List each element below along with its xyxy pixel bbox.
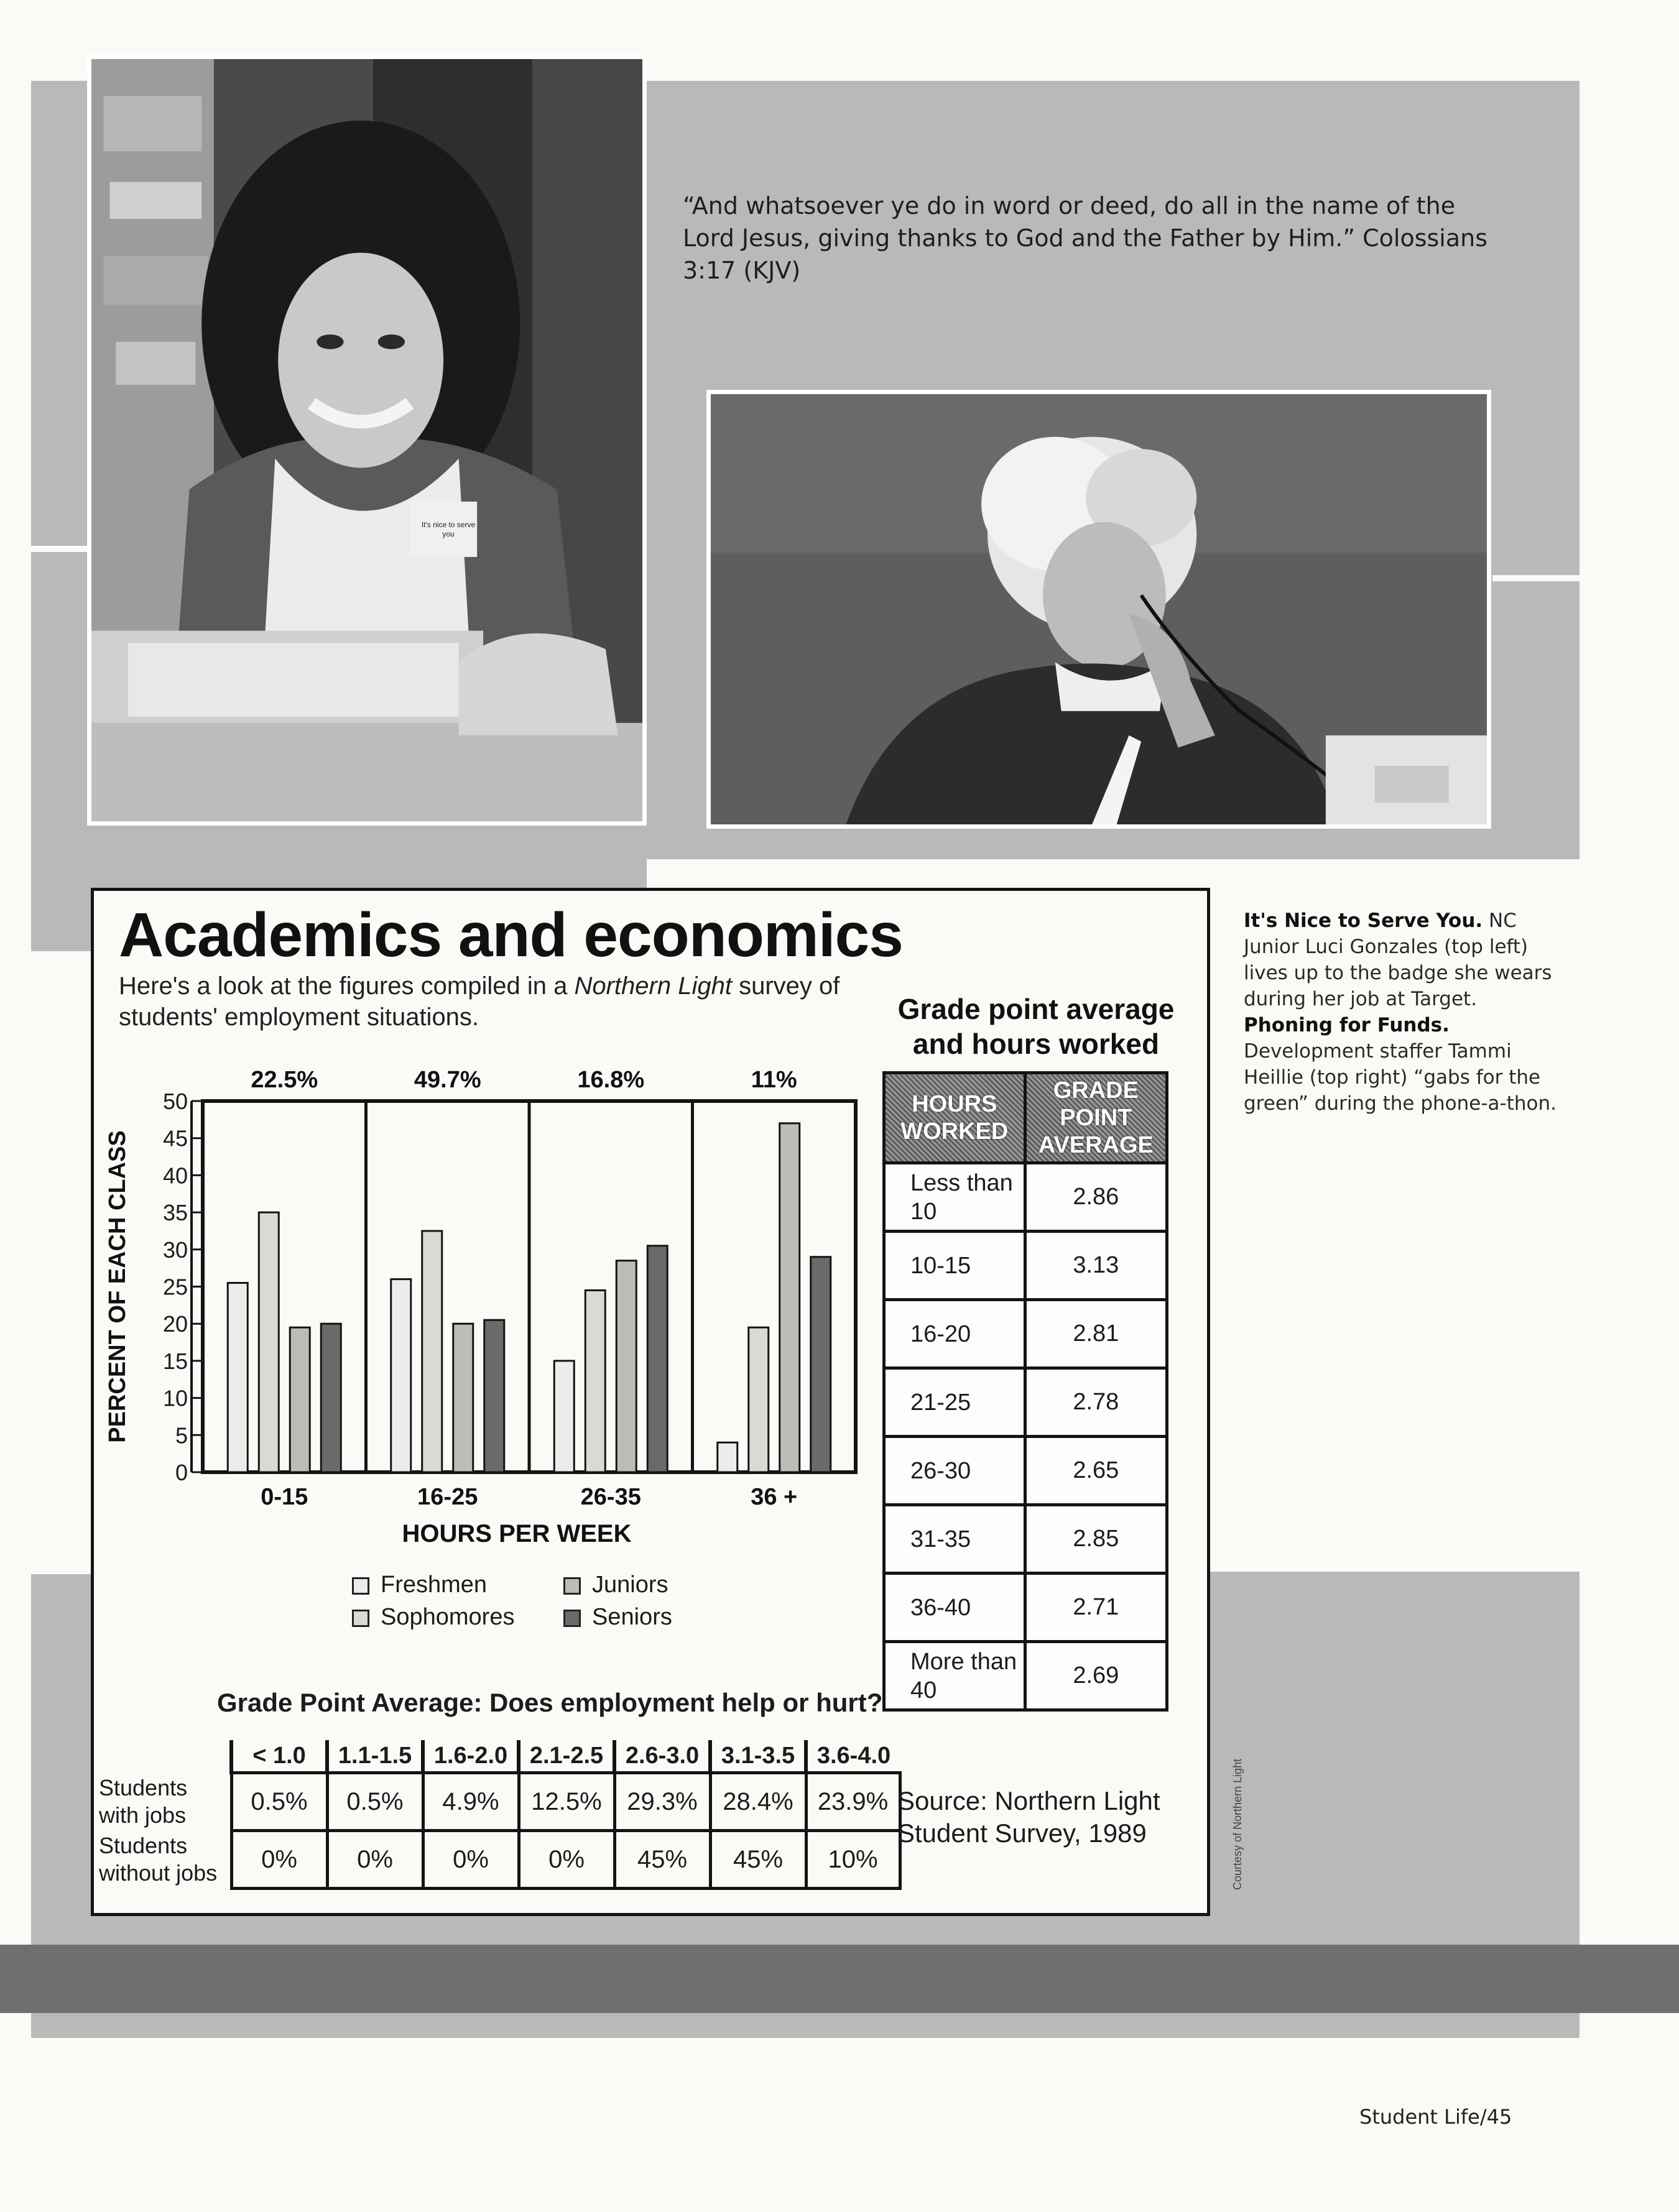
y-tick-label: 40 [162,1163,188,1189]
legend-swatch-seniors [563,1610,581,1627]
gpa-row-hours: 26-30 [884,1437,1025,1505]
scripture-quote: “And whatsoever ye do in word or deed, do all in the name of the Lord Jesus, giving thanks to God and the Father by Him.” Colossians 3:17 (KJV) [683,192,1488,284]
x-category-label: 36 + [751,1484,798,1510]
employment-cell: 0.5% [231,1773,327,1831]
gpa-row [884,1642,1167,1710]
gpa-row-hours: 36-40 [884,1574,1025,1642]
headline: Academics and economics [119,900,903,970]
employment-row-label: Students without jobs [99,1833,218,1886]
employment-cell: 45% [614,1831,710,1889]
gpa-row-value: 2.65 [1025,1437,1167,1505]
bar-sophomores-1 [422,1231,442,1472]
legend-label-sophomores: Sophomores [381,1604,515,1630]
name-badge-text: It's nice to serve you [421,520,476,538]
gpa-row [884,1163,1167,1232]
gpa-row-value: 2.81 [1025,1300,1167,1368]
gpa-row [884,1300,1167,1368]
intro-em: Northern Light [574,972,732,1000]
x-axis-label: HOURS PER WEEK [402,1520,632,1544]
y-tick-label: 50 [162,1089,188,1114]
gpa-row-hours: 16-20 [884,1300,1025,1368]
legend-sophomores [352,1601,514,1633]
legend-seniors [563,1601,672,1633]
gpa-row-value: 2.69 [1025,1642,1167,1710]
employment-cell: 29.3% [614,1773,710,1831]
gpa-row-hours: More than 40 [884,1642,1025,1710]
employment-row-label: Students with jobs [99,1775,188,1828]
intro-text [119,970,909,1033]
bar-sophomores-3 [749,1327,769,1472]
gpa-row-value: 2.78 [1025,1368,1167,1437]
employment-cell: 12.5% [519,1773,614,1831]
bar-freshmen-1 [391,1279,411,1472]
gpa-row-hours: 31-35 [884,1505,1025,1574]
employment-cell: 28.4% [710,1773,806,1831]
y-tick-label: 10 [162,1385,188,1411]
employment-col-header: 3.6-4.0 [806,1740,900,1773]
y-tick-label: 30 [162,1237,188,1263]
bar-seniors-1 [484,1320,504,1472]
y-tick-label: 25 [162,1274,188,1300]
employment-cell: 0.5% [327,1773,423,1831]
gpa-row-value: 2.86 [1025,1163,1167,1232]
employment-table-header [99,1740,900,1773]
employment-cell: 23.9% [806,1773,900,1831]
employment-header-blank [99,1740,231,1773]
x-category-label: 26-35 [580,1484,641,1510]
category-total-label: 49.7% [414,1067,481,1093]
gpa-row-hours: 21-25 [884,1368,1025,1437]
gpa-row [884,1232,1167,1300]
employment-col-header: 2.1-2.5 [519,1740,614,1773]
band-gap-mid [647,859,1580,888]
legend-label-seniors: Seniors [592,1604,672,1630]
legend-label-juniors: Juniors [592,1572,668,1598]
intro-after: survey of students' employment situations. [119,972,840,1031]
gpa-row-value: 2.71 [1025,1574,1167,1642]
employment-row [99,1831,900,1889]
bar-freshmen-0 [228,1283,247,1472]
bar-juniors-2 [616,1261,636,1472]
employment-cell: 0% [327,1831,423,1889]
legend-label-freshmen: Freshmen [381,1572,488,1598]
caption-title-2: Phoning for Funds. [1244,1014,1450,1036]
gpa-row-value: 2.85 [1025,1505,1167,1574]
legend-swatch-juniors [563,1577,581,1595]
gpa-table-title-line1: Grade point average [897,993,1175,1025]
y-axis-label: PERCENT OF EACH CLASS [104,1130,131,1443]
header-gpa: GRADE POINT AVERAGE [1025,1073,1167,1163]
bar-freshmen-2 [554,1361,574,1472]
bar-seniors-0 [321,1324,341,1472]
gpa-row [884,1368,1167,1437]
legend-freshmen [352,1569,487,1601]
band-gap-top [31,546,87,552]
bar-juniors-0 [290,1327,310,1472]
academics-infographic [91,888,1210,1916]
bar-juniors-3 [780,1123,800,1472]
employment-col-header: 3.1-3.5 [710,1740,806,1773]
gpa-row [884,1505,1167,1574]
bar-sophomores-0 [259,1212,279,1472]
photo-luci-gonzales [87,55,647,826]
bar-seniors-3 [811,1257,831,1472]
x-category-label: 0-15 [261,1484,308,1510]
band-gap-right [1492,575,1580,581]
photo-tammi-heillie [706,390,1491,829]
employment-col-header: 1.1-1.5 [327,1740,423,1773]
gpa-row-hours: 10-15 [884,1232,1025,1300]
employment-table [99,1740,902,1890]
header-hours-worked: HOURS WORKED [884,1073,1025,1163]
intro-before: Here's a look at the figures compiled in a [119,972,575,1000]
gpa-row-hours: Less than 10 [884,1163,1025,1232]
y-tick-label: 20 [162,1311,188,1337]
y-tick-label: 45 [162,1125,188,1151]
y-tick-label: 35 [162,1200,188,1226]
bar-juniors-1 [453,1324,473,1472]
caption-text-1: NC Junior Luci Gonzales (top left) lives up to the badge she wears during her job at Target. [1244,910,1552,1010]
bar-freshmen-3 [718,1442,738,1472]
employment-table-title: Grade Point Average: Does employment help or hurt? [217,1688,883,1717]
category-total-label: 11% [751,1067,797,1093]
y-tick-label: 5 [175,1422,188,1449]
category-total-label: 16.8% [577,1067,645,1093]
employment-cell: 0% [519,1831,614,1889]
legend-swatch-freshmen [352,1577,369,1595]
caption-text-2: Development staffer Tammi Heillie (top right) “gabs for the green” during the phone-a-thon. [1244,1040,1556,1115]
gpa-row-value: 3.13 [1025,1232,1167,1300]
y-tick-label: 15 [162,1348,188,1374]
hours-bar-chart [94,1059,877,1544]
gpa-hours-table [882,1071,1168,1712]
legend-juniors [563,1569,668,1601]
band-gap-lower [31,1567,91,1574]
gpa-table-title-line2: and hours worked [912,1028,1160,1060]
caption-title-1: It's Nice to Serve You. [1244,910,1483,932]
gpa-row [884,1437,1167,1505]
employment-cell: 0% [231,1831,327,1889]
employment-col-header: 1.6-2.0 [423,1740,519,1773]
page-footer: Student Life/45 [1359,2105,1512,2129]
legend-swatch-sophomores [352,1610,369,1627]
employment-col-header: 2.6-3.0 [614,1740,710,1773]
employment-col-header: < 1.0 [231,1740,327,1773]
photo-caption [1244,908,1558,1117]
y-tick-label: 0 [175,1460,188,1485]
employment-cell: 10% [806,1831,900,1889]
photo-credit: Courtesy of Northern Light [1231,1758,1244,1890]
x-category-label: 16-25 [417,1484,478,1510]
category-total-label: 22.5% [251,1067,318,1093]
gpa-table-header [884,1073,1167,1163]
gpa-row [884,1574,1167,1642]
source-note: Source: Northern Light Student Survey, 1989 [897,1786,1160,1848]
employment-row [99,1773,900,1831]
employment-cell: 4.9% [423,1773,519,1831]
bar-sophomores-2 [585,1290,605,1472]
dark-stripe [0,1945,1679,2013]
employment-cell: 45% [710,1831,806,1889]
gpa-table-title [871,992,1201,1061]
employment-cell: 0% [423,1831,519,1889]
bar-seniors-2 [647,1246,667,1472]
